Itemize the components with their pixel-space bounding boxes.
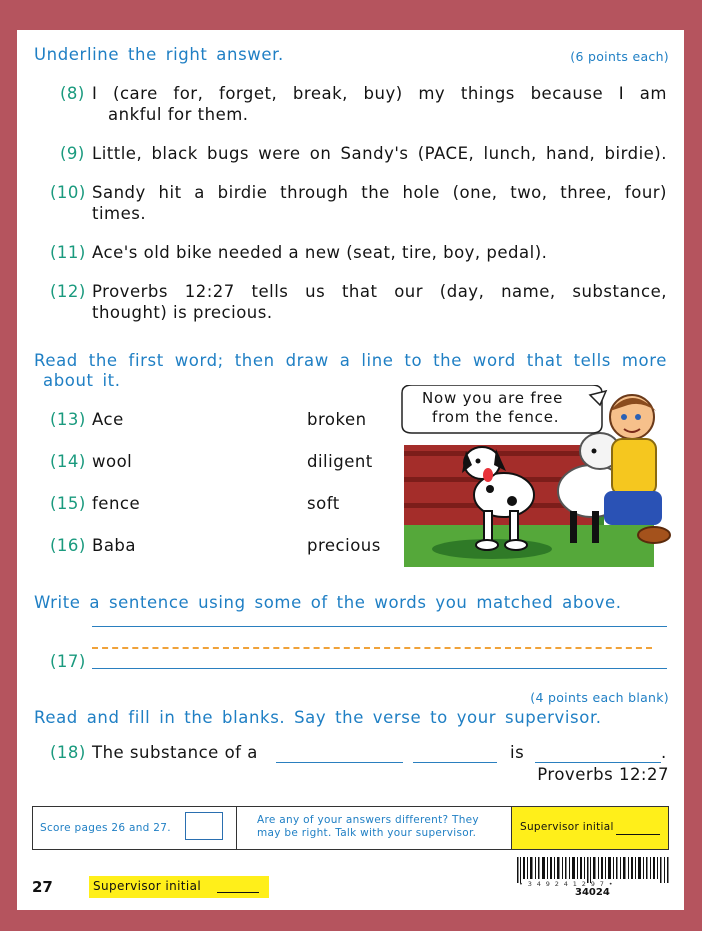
question-number: (8) [60, 84, 85, 103]
score-cell [33, 807, 237, 849]
answers-different-line2: may be right. Talk with your supervisor. [257, 827, 477, 839]
question-number: (13) [50, 410, 86, 429]
blank-2[interactable] [413, 762, 497, 763]
underline-instruction: Underline the right answer. [34, 45, 284, 64]
score-pages-text: Score pages 26 and 27. [40, 822, 171, 834]
match-row-16 [50, 536, 136, 555]
question-text-cont: thought) is precious. [92, 303, 273, 322]
page-number: 27 [32, 878, 53, 896]
question-text-cont: times. [92, 204, 147, 223]
verse-instruction: Read and fill in the blanks. Say the verse to your supervisor. [34, 708, 602, 727]
speech-bubble-line1: Now you are free [422, 389, 564, 407]
question-text: Little, black bugs were on Sandy's (PACE, lunch, hand, birdie). [92, 144, 667, 163]
workbook-page [17, 30, 684, 910]
match-left-word: Ace [92, 410, 124, 429]
verse-period: . [661, 743, 667, 762]
sentence-instruction: Write a sentence using some of the words you matched above. [34, 593, 622, 612]
question-number: (17) [50, 652, 86, 671]
question-text: Sandy hit a birdie through the hole (one, two, three, four) [92, 183, 667, 202]
match-row-15 [50, 494, 140, 513]
writing-line-top [92, 626, 667, 627]
question-cell [237, 807, 512, 849]
question-8 [60, 84, 667, 124]
verse-text-is: is [510, 743, 525, 762]
score-input-box[interactable] [185, 812, 223, 840]
question-number: (15) [50, 494, 86, 513]
illustration-boy-dog-lamb [392, 385, 672, 567]
verse-reference: Proverbs 12:27 [537, 765, 669, 784]
barcode-digits: • 3 4 9 2 4 1 2 9 7 • [519, 880, 614, 888]
barcode-number: 34024 [575, 887, 610, 898]
blank-3[interactable] [535, 762, 661, 763]
question-11 [50, 243, 547, 262]
matching-instruction-line1: Read the first word; then draw a line to the word that tells more [34, 351, 667, 370]
match-left-word: Baba [92, 536, 137, 555]
points-each: (6 points each) [570, 49, 669, 64]
footer-supervisor-line[interactable] [217, 892, 259, 893]
question-number: (10) [50, 183, 86, 202]
question-number: (12) [50, 282, 86, 301]
supervisor-initial-cell [512, 807, 668, 849]
answers-different-line1: Are any of your answers different? They [257, 814, 479, 826]
writing-line-bottom [92, 668, 667, 669]
question-text: Proverbs 12:27 tells us that our (day, name, substance, [92, 282, 667, 301]
match-right-word: diligent [307, 452, 373, 471]
writing-line-mid [92, 647, 652, 649]
footer-supervisor-box [89, 876, 269, 898]
footer-supervisor-label: Supervisor initial [93, 879, 202, 893]
question-number: (14) [50, 452, 86, 471]
match-right-word: soft [307, 494, 340, 513]
question-number: (18) [50, 743, 86, 762]
match-row-13 [50, 410, 124, 429]
question-10 [50, 183, 667, 223]
verse-text-a: The substance of a [92, 743, 258, 762]
question-number: (16) [50, 536, 86, 555]
match-row-14 [50, 452, 132, 471]
points-each-blank: (4 points each blank) [530, 690, 669, 705]
blank-1[interactable] [276, 762, 403, 763]
question-number: (11) [50, 243, 86, 262]
score-box [32, 806, 669, 850]
question-9 [60, 144, 667, 163]
question-12 [50, 282, 667, 322]
question-text-cont: ankful for them. [108, 105, 249, 124]
question-number: (9) [60, 144, 85, 163]
question-number-17 [50, 652, 86, 671]
match-left-word: wool [92, 452, 133, 471]
supervisor-initial-label: Supervisor initial [520, 821, 614, 833]
speech-bubble-line2: from the fence. [432, 408, 560, 426]
question-18 [50, 743, 258, 762]
match-right-word: precious [307, 536, 381, 555]
match-left-word: fence [92, 494, 141, 513]
question-text: Ace's old bike needed a new (seat, tire, boy, pedal). [92, 243, 548, 262]
barcode [517, 857, 669, 897]
matching-instruction-line2: about it. [43, 371, 121, 390]
question-text: I (care for, forget, break, buy) my things because I am [92, 84, 667, 103]
supervisor-initial-line[interactable] [616, 834, 660, 835]
match-right-word: broken [307, 410, 367, 429]
